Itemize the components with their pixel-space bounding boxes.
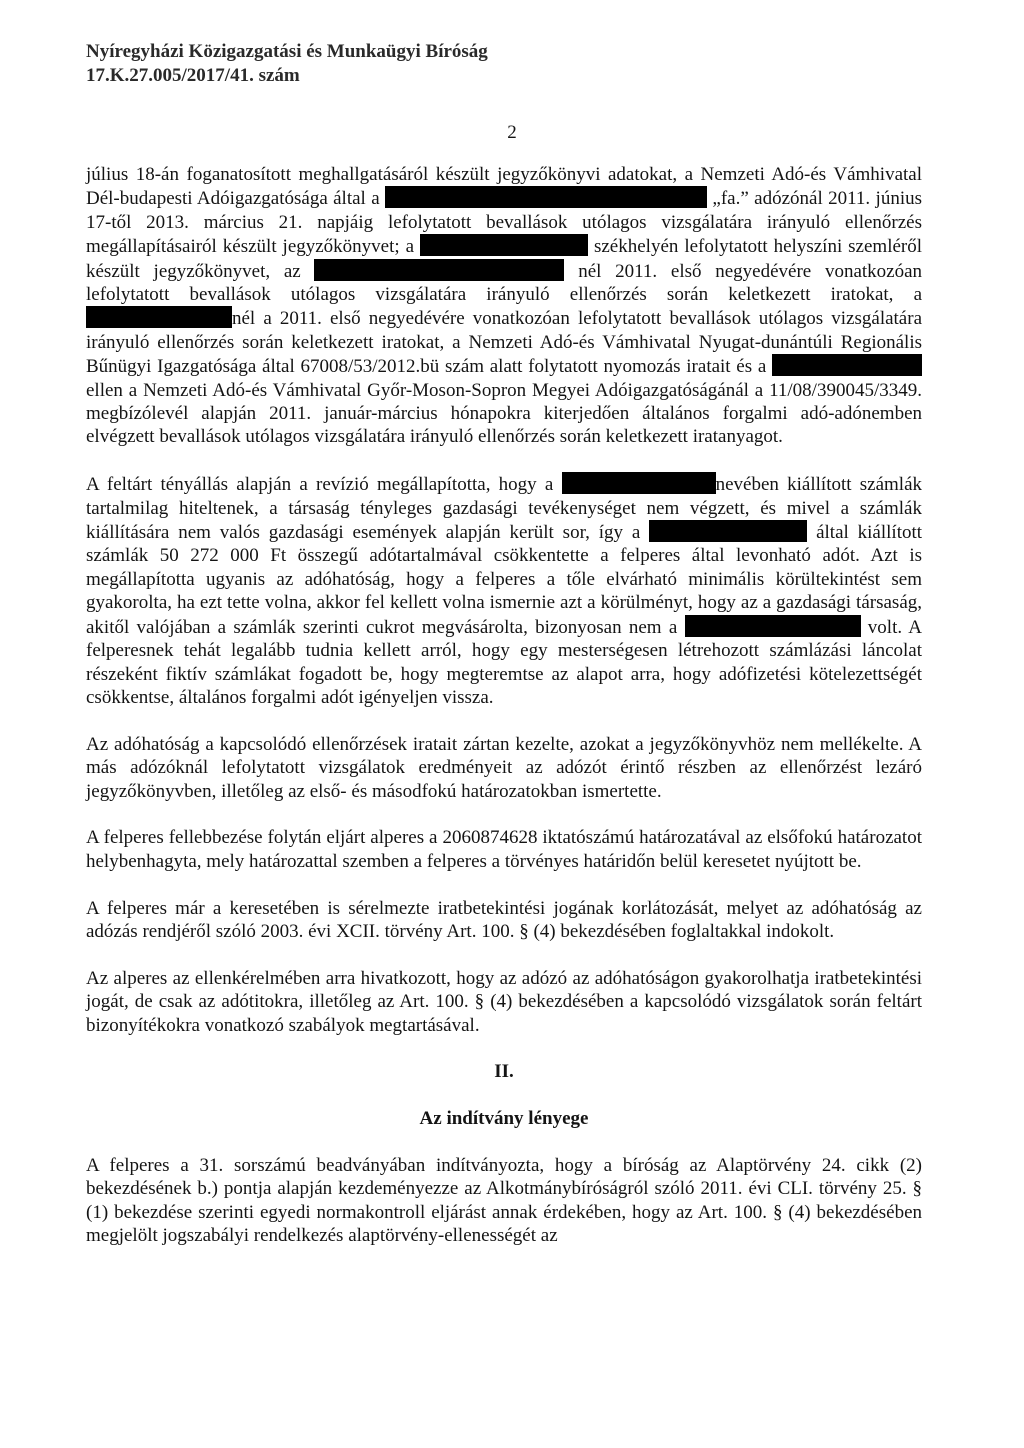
paragraph-text: székhelyén lefolytatott helyszíni szemléről készült jegyzőkönyvet, az xyxy=(86,236,923,282)
redaction-block xyxy=(420,234,588,256)
paragraph-appeal: A felperes fellebbezése folytán eljárt alperes a 2060874628 iktatószámú határozatával az elsőfokú határozatot helybenhagyta, mely határozattal szemben a felperes a törvényes határidőn belül keresetet nyújtott be. xyxy=(86,827,922,872)
redaction-block xyxy=(385,186,707,208)
redaction-block xyxy=(772,354,922,376)
redaction-block xyxy=(86,306,232,328)
section-numeral: II. xyxy=(494,1061,514,1083)
redaction-block xyxy=(314,259,564,281)
page-number: 2 xyxy=(507,122,517,143)
paragraph-counterclaim: Az alperes az ellenkérelmében arra hivatkozott, hogy az adózó az adóhatóságon gyakorolhatja iratbetekintési jogát, de csak az adótitokra, illetőleg az Art. 100. § (4) bekezdésében a kapcsolódó vizsgálatok során feltárt bizonyítékokra vonatkozó szabályok megtartásával. xyxy=(86,967,922,1036)
document-body xyxy=(86,163,922,1271)
paragraph-text: nél a 2011. első negyedévére vonatkozóan lefolytatott bevallások utólagos vizsgálatára irányuló ellenőrzés során keletkezett iratokat, a Nemzeti Adó-és Vámhivatal Nyugat-dunántúli Regionális Bűnügyi Igazgatósága által 67008/53/2012.bü szám alatt folytatott nyomozás iratait és a xyxy=(86,308,922,378)
paragraph-text: által kiállított számlák 50 272 000 Ft összegű adótartalmával csökkentette a felperes által levonható adót. Azt is megállapította ugyanis az adóhatóság, hogy a felperes a tőle elvárható minimális körültekintést sem gyakorolta, ha ezt tette volna, akkor fel kellett volna ismernie azt a körülményt, hogy az a gazdasági társaság, akitől valójában a számlák szerinti cukrot megvásárolta, bizonyosan nem a xyxy=(86,522,923,638)
redaction-block xyxy=(685,615,861,637)
paragraph-findings xyxy=(86,472,922,709)
paragraph-claim: A felperes már a keresetében is sérelmezte iratbetekintési jogának korlátozását, melyet az adóhatóság az adózás rendjéről szóló 2003. évi XCII. törvény Art. 100. § (4) bekezdésében foglaltakkal indokolt. xyxy=(86,897,922,942)
paragraph-text: július 18-án foganatosított meghallgatásáról készült jegyzőkönyvi adatokat, a Nemzeti Adó-és Vámhivatal Dél-budapesti Adóigazgatósága által a xyxy=(86,164,922,210)
court-name: Nyíregyházi Közigazgatási és Munkaügyi Bíróság xyxy=(86,41,488,62)
paragraph-text: ellen a Nemzeti Adó-és Vámhivatal Győr-Moson-Sopron Megyei Adóigazgatóságánál a 11/08/390045/3349. megbízólevél alapján 2011. január-március hónapokra kiterjedően általános forgalmi adó-adónemben elvégzett bevallások utólagos vizsgálatára irányuló ellenőrzés során keletkezett iratanyagot. xyxy=(86,379,922,448)
paragraph-evidence-list xyxy=(86,163,922,449)
paragraph-text: volt. A felperesnek tehát legalább tudnia kellett arról, hogy egy mesterségesen létrehozott számlázási láncolat részeként fiktív számlákat fogadott be, hogy megteremtse az alapot arra, hogy adófizetési kötelezettségét csökkentse, általános forgalmi adót igényeljen vissza. xyxy=(86,616,923,708)
section-title: Az indítvány lényege xyxy=(419,1108,589,1130)
paragraph-text: nél 2011. első negyedévére vonatkozóan lefolytatott bevallások utólagos vizsgálatára irányuló ellenőrzés során keletkezett iratokat, a xyxy=(86,260,923,306)
paragraph-text: A feltárt tényállás alapján a revízió megállapította, hogy a xyxy=(86,474,554,496)
redaction-block xyxy=(562,472,716,494)
paragraph-text: nevében kiállított számlák tartalmilag hiteltenek, a társaság tényleges gazdasági tevékenységet nem végzett, és mivel a számlák kiállítására nem valós gazdasági események alapján került sor, így a xyxy=(86,474,923,544)
case-number: 17.K.27.005/2017/41. szám xyxy=(86,65,300,86)
paragraph-closed-records: Az adóhatóság a kapcsolódó ellenőrzések iratait zártan kezelte, azokat a jegyzőkönyvhöz nem mellékelte. A más adózóknál lefolytatott vizsgálatok eredményeit az adózót érintő részben az ellenőrzést lezáró jegyzőkönyvben, illetőleg az első- és másodfokú határozatokban ismertette. xyxy=(86,733,922,802)
redaction-block xyxy=(649,520,807,542)
document-header xyxy=(86,40,488,88)
paragraph-text: „fa.” adózónál 2011. június 17-től 2013. március 21. napjáig lefolytatott bevallások utólagos vizsgálatára irányuló ellenőrzés megállapításairól készült jegyzőkönyvet; a xyxy=(86,188,923,258)
section-heading xyxy=(86,1060,922,1130)
paragraph-motion: A felperes a 31. sorszámú beadványában indítványozta, hogy a bíróság az Alaptörvény 24. cikk (2) bekezdésének b.) pontja alapján kezdeményezze az Alkotmánybíróságról szóló 2011. évi CLI. törvény 25. § (1) bekezdése szerinti egyedi normakontroll eljárást annak érdekében, hogy az Art. 100. § (4) bekezdésében megjelölt jogszabályi rendelkezés alaptörvény-ellenességét az xyxy=(86,1154,922,1247)
